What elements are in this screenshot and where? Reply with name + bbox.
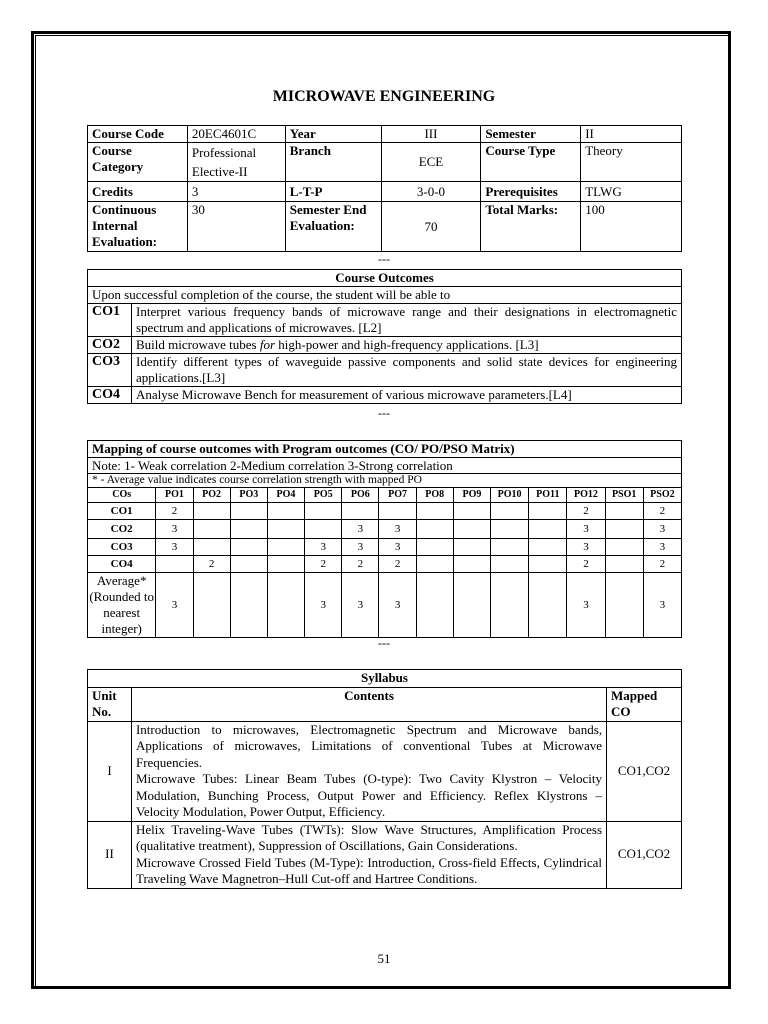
mapping-cell: 3	[342, 520, 379, 539]
separator: ---	[378, 406, 390, 420]
syllabus-heading: Syllabus	[88, 670, 682, 688]
mapping-cell	[416, 520, 453, 539]
co-id: CO3	[88, 354, 132, 387]
course-type-label: Course Type	[481, 143, 581, 182]
mapping-row-label: CO1	[88, 503, 156, 520]
mapping-cell	[453, 520, 490, 539]
mapping-cell: 3	[643, 520, 681, 539]
mapping-cell: 3	[567, 539, 605, 556]
mapping-cell	[230, 539, 267, 556]
unit-contents	[131, 721, 606, 821]
mapping-cell: 3	[156, 539, 193, 556]
mapping-row-label: CO2	[88, 520, 156, 539]
cie-label: Continuous Internal Evaluation:	[88, 202, 188, 252]
mapping-cell	[305, 520, 342, 539]
mapping-row-label: CO3	[88, 539, 156, 556]
unit-number: II	[88, 821, 132, 888]
co-text	[132, 337, 682, 354]
course-type: Theory	[581, 143, 682, 182]
mapping-cell	[416, 556, 453, 573]
mapping-cell	[267, 503, 304, 520]
co-text: Identify different types of waveguide passive components and solid state devices for engineering applications.[L3]	[132, 354, 682, 387]
mapping-column-header: PO3	[230, 488, 267, 503]
page-number: 51	[377, 951, 391, 966]
mapping-cell	[230, 503, 267, 520]
mapping-row	[88, 573, 682, 638]
mapping-cell	[156, 556, 193, 573]
mapping-cell	[193, 503, 230, 520]
mapping-column-header: PSO1	[605, 488, 643, 503]
mapping-cell: 3	[342, 573, 379, 638]
mapping-cell: 2	[156, 503, 193, 520]
mapping-cell: 2	[567, 503, 605, 520]
mapping-cell: 3	[305, 539, 342, 556]
mapping-note-average: * - Average value indicates course correlation strength with mapped PO	[88, 474, 682, 488]
mapping-cell	[529, 573, 567, 638]
mapping-row	[88, 503, 682, 520]
mapping-cell	[605, 520, 643, 539]
co-text: Interpret various frequency bands of microwave range and their designations in electromagnetic spectrum and applications of microwaves. [L2]	[132, 304, 682, 337]
mapping-row	[88, 520, 682, 539]
mapping-cell	[305, 503, 342, 520]
co-text-part: high-power and high-frequency applications. [L3]	[275, 337, 539, 352]
mapping-column-header: PO8	[416, 488, 453, 503]
mapping-row-label: CO4	[88, 556, 156, 573]
mapping-cell: 2	[643, 503, 681, 520]
category: Professional Elective-II	[187, 143, 285, 182]
co-text: Analyse Microwave Bench for measurement of various microwave parameters.[L4]	[132, 387, 682, 404]
mapping-cell: 2	[567, 556, 605, 573]
mapping-cell	[453, 539, 490, 556]
mapping-cell	[491, 520, 529, 539]
mapping-column-header: PO2	[193, 488, 230, 503]
unit-no-label: Unit No.	[88, 687, 132, 721]
mapping-cell	[453, 573, 490, 638]
mapping-cell	[605, 573, 643, 638]
course-code: 20EC4601C	[187, 126, 285, 143]
unit-mapped-co: CO1,CO2	[607, 821, 682, 888]
mapped-co-label: Mapped CO	[607, 687, 682, 721]
mapping-cell	[416, 539, 453, 556]
mapping-cell: 2	[379, 556, 416, 573]
mapping-column-header: PO9	[453, 488, 490, 503]
mapping-cell: 3	[379, 573, 416, 638]
co-id: CO4	[88, 387, 132, 404]
mapping-column-header: PO12	[567, 488, 605, 503]
total: 100	[581, 202, 682, 252]
unit-contents-part: Microwave Tubes: Linear Beam Tubes (O-type): Two Cavity Klystron – Velocity Modulation, Bunching Process, Output Power and Efficiency. Reflex Klystrons – Velocity Modulation, Power Output, Efficiency.	[135, 771, 603, 819]
mapping-cell: 3	[567, 520, 605, 539]
year-label: Year	[285, 126, 381, 143]
see: 70	[381, 202, 481, 252]
page-title: MICROWAVE ENGINEERING	[272, 88, 496, 105]
cie: 30	[187, 202, 285, 252]
mapping-column-header: PO11	[529, 488, 567, 503]
mapping-cell	[267, 520, 304, 539]
mapping-cell: 3	[156, 520, 193, 539]
course-code-label: Course Code	[88, 126, 188, 143]
mapping-cell	[491, 556, 529, 573]
mapping-row-label: Average* (Rounded to nearest integer)	[89, 573, 154, 636]
unit-contents-part: Helix Traveling-Wave Tubes (TWTs): Slow Wave Structures, Amplification Process (qualitative treatment), Suppression of Oscillations, Gain Considerations.	[135, 821, 603, 853]
separator: ---	[378, 252, 390, 266]
mapping-cell	[193, 573, 230, 638]
mapping-cell	[491, 539, 529, 556]
total-label: Total Marks:	[481, 202, 581, 252]
mapping-cell	[416, 573, 453, 638]
mapping-cell: 2	[193, 556, 230, 573]
co-po-mapping-table	[87, 440, 682, 638]
prereq: TLWG	[581, 182, 682, 202]
see-label: Semester End Evaluation:	[285, 202, 381, 252]
course-outcomes-table	[87, 269, 682, 404]
mapping-heading: Mapping of course outcomes with Program outcomes (CO/ PO/PSO Matrix)	[88, 441, 682, 458]
mapping-cell	[379, 503, 416, 520]
mapping-cell	[342, 503, 379, 520]
mapping-cell	[193, 520, 230, 539]
co-id: CO1	[88, 304, 132, 337]
mapping-cell	[230, 573, 267, 638]
semester: II	[581, 126, 682, 143]
branch-label: Branch	[285, 143, 381, 182]
mapping-cell: 3	[643, 573, 681, 638]
outcomes-heading: Course Outcomes	[88, 270, 682, 287]
syllabus-table	[87, 669, 682, 889]
mapping-cell	[529, 539, 567, 556]
co-text-emphasis: for	[259, 337, 276, 352]
mapping-cell	[491, 573, 529, 638]
mapping-cell	[491, 503, 529, 520]
mapping-cell: 3	[567, 573, 605, 638]
branch: ECE	[381, 143, 481, 182]
mapping-cell: 3	[156, 573, 193, 638]
mapping-row	[88, 539, 682, 556]
mapping-header-row	[88, 488, 682, 503]
mapping-cell: 3	[643, 539, 681, 556]
mapping-column-header: PO4	[267, 488, 304, 503]
semester-label: Semester	[481, 126, 581, 143]
ltp: 3-0-0	[381, 182, 481, 202]
mapping-column-header: PO7	[379, 488, 416, 503]
separator: ---	[378, 636, 390, 650]
category-label: Course Category	[88, 143, 188, 182]
mapping-cell: 2	[643, 556, 681, 573]
mapping-cell: 3	[379, 520, 416, 539]
unit-contents-part: Introduction to microwaves, Electromagnetic Spectrum and Microwave bands, Applications of microwaves, Limitations of conventional Tubes at Microwave Frequencies.	[135, 721, 603, 770]
mapping-cell	[267, 573, 304, 638]
unit-contents-part: Microwave Crossed Field Tubes (M-Type): Introduction, Cross-field Effects, Cylindrical Traveling Wave Magnetron–Hull Cut-off and Hartree Conditions.	[135, 854, 603, 886]
unit-number: I	[88, 721, 132, 821]
course-info-table	[87, 125, 682, 252]
co-text-part: Build microwave tubes	[136, 337, 260, 352]
mapping-cell	[605, 539, 643, 556]
mapping-cell	[453, 556, 490, 573]
mapping-cell	[453, 503, 490, 520]
contents-label: Contents	[131, 687, 606, 721]
mapping-cell	[529, 556, 567, 573]
mapping-cell: 2	[305, 556, 342, 573]
mapping-cell	[529, 520, 567, 539]
mapping-cell: 3	[342, 539, 379, 556]
ltp-label: L-T-P	[285, 182, 381, 202]
mapping-cell	[193, 539, 230, 556]
mapping-cell	[267, 556, 304, 573]
mapping-column-header: PO6	[342, 488, 379, 503]
mapping-column-header: PSO2	[643, 488, 681, 503]
mapping-body	[88, 503, 682, 638]
mapping-cell	[605, 503, 643, 520]
mapping-column-header: PO5	[305, 488, 342, 503]
mapping-note: Note: 1- Weak correlation 2-Medium correlation 3-Strong correlation	[88, 458, 682, 474]
mapping-cell: 3	[379, 539, 416, 556]
unit-mapped-co: CO1,CO2	[607, 721, 682, 821]
year: III	[381, 126, 481, 143]
mapping-cell	[529, 503, 567, 520]
mapping-column-header: PO10	[491, 488, 529, 503]
mapping-column-header: COs	[88, 488, 156, 503]
outcomes-intro: Upon successful completion of the course, the student will be able to	[88, 287, 682, 304]
mapping-column-header: PO1	[156, 488, 193, 503]
mapping-cell	[416, 503, 453, 520]
mapping-cell: 3	[305, 573, 342, 638]
unit-contents	[131, 821, 606, 888]
mapping-cell	[230, 520, 267, 539]
mapping-cell	[267, 539, 304, 556]
mapping-cell: 2	[342, 556, 379, 573]
co-id: CO2	[88, 337, 132, 354]
credits-label: Credits	[88, 182, 188, 202]
mapping-cell	[230, 556, 267, 573]
credits: 3	[187, 182, 285, 202]
mapping-row	[88, 556, 682, 573]
prereq-label: Prerequisites	[481, 182, 581, 202]
mapping-cell	[605, 556, 643, 573]
